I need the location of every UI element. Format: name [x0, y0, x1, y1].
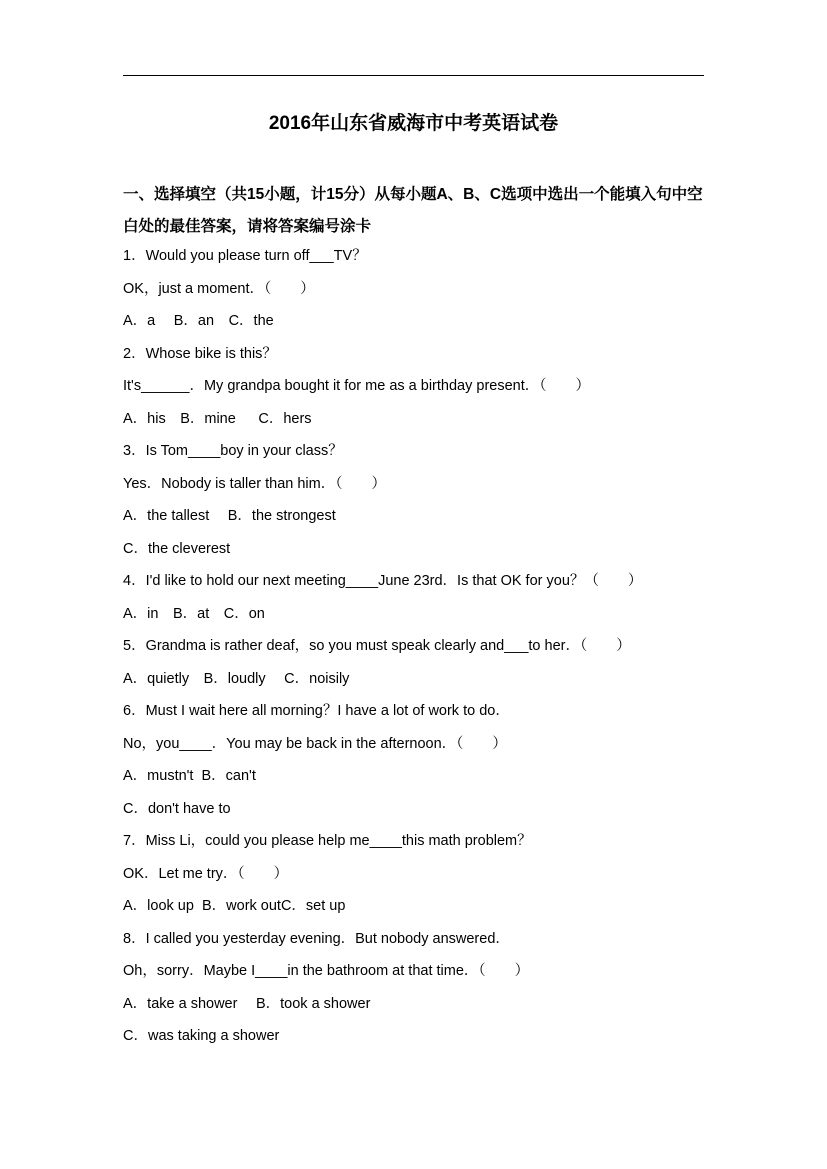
option-line: A．the tallest B．the strongest: [123, 508, 336, 524]
question-line: 4．I'd like to hold our next meeting____June 23rd．Is that OK for you？（ ）: [123, 573, 643, 589]
option-line: C．don't have to: [123, 800, 231, 817]
option-line: A．his B．mine C．hers: [123, 410, 312, 427]
question-line: ﻿﻿﻿OK．Let me try．（ ）: [123, 865, 289, 882]
page-title: 2016年山东省威海市中考英语试卷: [268, 113, 559, 134]
question-line: 3．﻿﻿﻿Is Tom____boy in your class？: [123, 443, 343, 459]
question-line: 5．Grandma is rather deaf，so you must speak clearly and___to her．（ ）: [123, 638, 631, 654]
question-line: ﻿﻿﻿OK，just a moment．（ ）: [123, 280, 315, 297]
option-line: A．take a shower B．took a shower: [123, 995, 371, 1012]
option-line: C．was taking a shower: [123, 1028, 280, 1044]
question-list: [123, 240, 723, 1053]
option-line: A．look up B．work outC．set up: [123, 898, 346, 914]
question-line: ﻿﻿﻿It's______．My grandpa bought it for me as a birthday present．（ ）: [123, 378, 591, 394]
question-line: 6．﻿﻿﻿Must I wait here all morning？I have a lot of work to do．: [123, 703, 510, 719]
option-line: A．quietly B．loudly C．noisily: [123, 670, 350, 687]
option-line: A．a B．an C．the: [123, 313, 274, 329]
question-line: 7．﻿﻿﻿Miss Li，could you please help me____this math problem？: [123, 833, 532, 849]
option-line: C．the cleverest: [123, 540, 231, 557]
section-heading: 一、选择填空（共15小题，计15分）从每小题A、B、C选项中选出一个能填入句中空白处的最佳答案，请将答案编号涂卡: [123, 186, 703, 235]
question-line: 8．﻿﻿﻿I called you yesterday evening．But nobody answered．: [123, 930, 510, 947]
question-line: 1．﻿﻿﻿Would you please turn off___TV？: [123, 248, 367, 264]
option-line: A．mustn't B．can't: [123, 768, 256, 784]
question-line: ﻿﻿﻿Yes．Nobody is taller than him．（ ）: [123, 475, 386, 492]
option-line: A．in B．at C．on: [123, 605, 265, 622]
question-line: 2．﻿﻿﻿Whose bike is this？: [123, 345, 277, 362]
header-rule: [123, 75, 704, 76]
question-line: ﻿﻿﻿Oh，sorry．Maybe I____in the bathroom at that time．（ ）: [123, 963, 530, 979]
question-line: ﻿﻿﻿No，you____．You may be back in the afternoon．（ ）: [123, 735, 507, 752]
